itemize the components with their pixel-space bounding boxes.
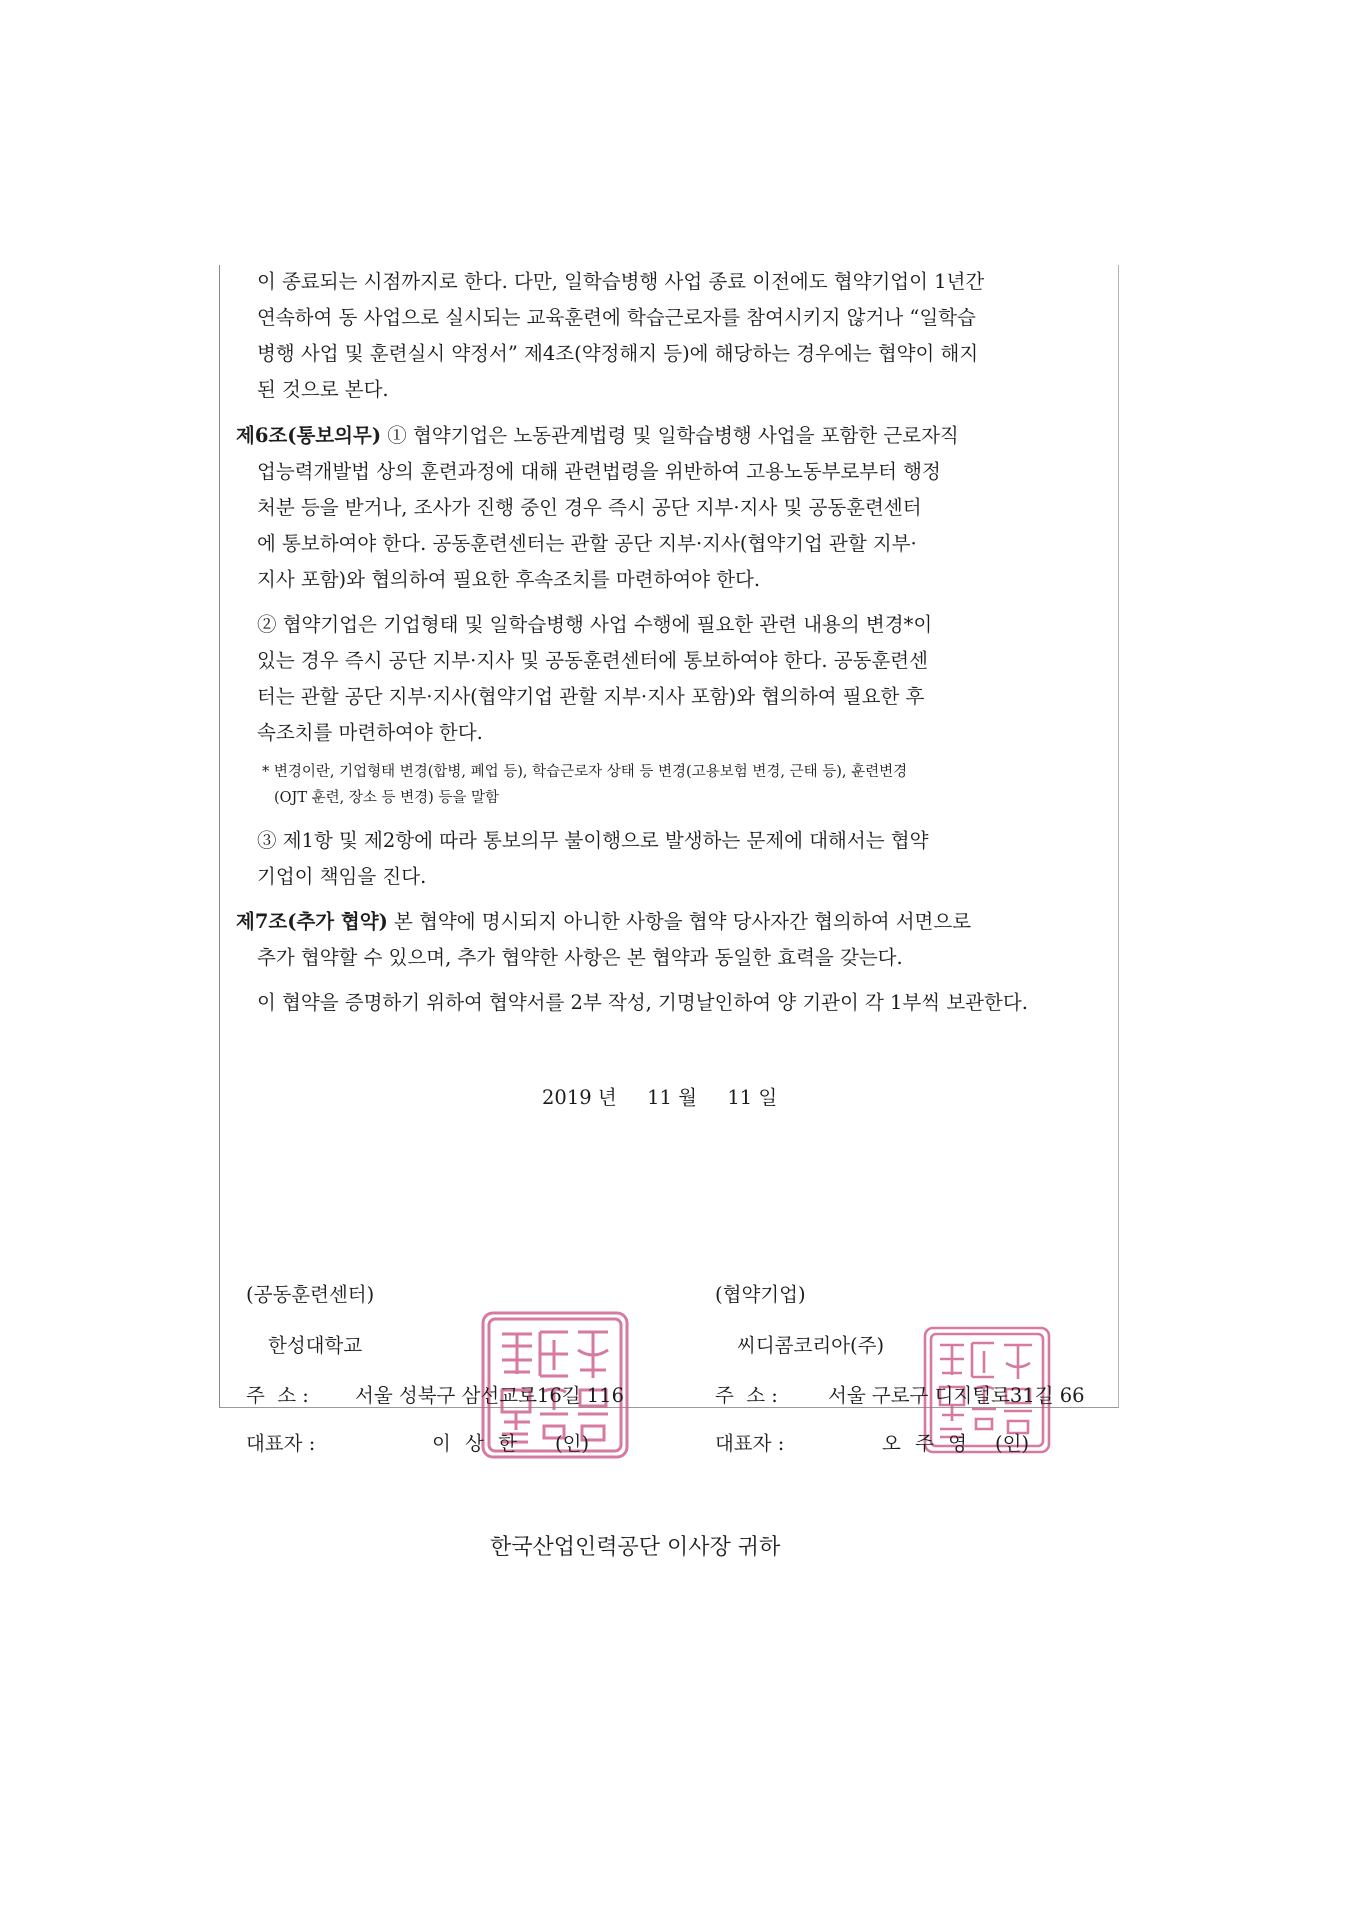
clause7-line: 추가 협약할 수 있으며, 추가 협약한 사항은 본 협약과 동일한 효력을 갖는다. xyxy=(257,946,903,969)
left-party-heading: (공동훈련센터) xyxy=(246,1283,375,1306)
clause6-p1-first: ① 협약기업은 노동관계법령 및 일학습병행 사업을 포함한 근로자직 xyxy=(387,424,959,447)
left-address: 서울 성북구 삼선교로16길 116 xyxy=(355,1384,624,1407)
left-party-name: 한성대학교 xyxy=(268,1334,363,1357)
clause6-footnote-line: * 변경이란, 기업형태 변경(합병, 폐업 등), 학습근로자 상태 등 변경(고용보험 변경, 근태 등), 훈련변경 xyxy=(262,764,908,780)
clause6-heading: 제6조(통보의무) xyxy=(236,424,382,447)
clause6-p1-line: 처분 등을 받거나, 조사가 진행 중인 경우 즉시 공단 지부·지사 및 공동훈련센터 xyxy=(257,496,922,519)
date-month-unit: 월 xyxy=(678,1086,697,1109)
clause6-p3-line: ③ 제1항 및 제2항에 따라 통보의무 불이행으로 발생하는 문제에 대해서는 협약 xyxy=(257,829,929,852)
clause6-footnote-line: (OJT 훈련, 장소 등 변경) 등을 말함 xyxy=(274,790,500,806)
clause5-line-1: 이 종료되는 시점까지로 한다. 다만, 일학습병행 사업 종료 이전에도 협약기업이 1년간 xyxy=(257,270,985,293)
clause6-p2-line: 터는 관할 공단 지부·지사(협약기업 관할 지부·지사 포함)와 협의하여 필요한 후 xyxy=(257,685,925,708)
clause7-first: 본 협약에 명시되지 아니한 사항을 협약 당사자간 협의하여 서면으로 xyxy=(394,910,972,933)
clause6-p3-line: 기업이 책임을 진다. xyxy=(257,865,427,888)
date-year: 2019 xyxy=(542,1086,592,1109)
clause6-p1-line: 업능력개발법 상의 훈련과정에 대해 관련법령을 위반하여 고용노동부로부터 행정 xyxy=(257,460,941,483)
date-month: 11 xyxy=(647,1086,672,1109)
clause6-p2-line: 속조치를 마련하여야 한다. xyxy=(257,721,483,744)
clause6-p2-line: 있는 경우 즉시 공단 지부·지사 및 공동훈련센터에 통보하여야 한다. 공동훈련센 xyxy=(257,649,928,672)
right-party-name: 씨디콤코리아(주) xyxy=(737,1334,885,1357)
clause7-heading: 제7조(추가 협약) xyxy=(236,910,388,933)
agreement-date xyxy=(542,1080,777,1116)
addressee: 한국산업인력공단 이사장 귀하 xyxy=(490,1535,781,1560)
right-seal-mark: (인) xyxy=(995,1432,1030,1455)
left-seal-mark: (인) xyxy=(555,1432,590,1455)
date-year-unit: 년 xyxy=(597,1086,617,1109)
right-rep-name: 오 주 영 xyxy=(882,1432,971,1455)
clause6-p1-line: 지사 포함)와 협의하여 필요한 후속조치를 마련하여야 한다. xyxy=(257,568,761,591)
clause5-line-2: 연속하여 동 사업으로 실시되는 교육훈련에 학습근로자를 참여시키지 않거나 “일학습 xyxy=(257,306,976,329)
right-rep-label: 대표자 : xyxy=(715,1432,785,1455)
clause5-line-3: 병행 사업 및 훈련실시 약정서” 제4조(약정해지 등)에 해당하는 경우에는 협약이 해지 xyxy=(257,342,979,365)
right-address: 서울 구로구 디지털로31길 66 xyxy=(828,1384,1085,1407)
right-party-heading: (협약기업) xyxy=(715,1283,806,1306)
left-rep-label: 대표자 : xyxy=(246,1432,316,1455)
left-rep-name: 이 상 한 xyxy=(432,1432,521,1455)
clause6-p2-line: ② 협약기업은 기업형태 및 일학습병행 사업 수행에 필요한 관련 내용의 변경*이 xyxy=(257,613,933,636)
left-address-label: 주 소 : xyxy=(246,1384,309,1407)
closing-statement: 이 협약을 증명하기 위하여 협약서를 2부 작성, 기명날인하여 양 기관이 각 1부씩 보관한다. xyxy=(257,991,1028,1014)
date-day: 11 xyxy=(727,1086,753,1109)
clause6-p1-line: 에 통보하여야 한다. 공동훈련센터는 관할 공단 지부·지사(협약기업 관할 지부· xyxy=(257,532,917,555)
right-address-label: 주 소 : xyxy=(715,1384,778,1407)
date-day-unit: 일 xyxy=(758,1086,778,1109)
clause5-line-4: 된 것으로 본다. xyxy=(257,378,389,401)
